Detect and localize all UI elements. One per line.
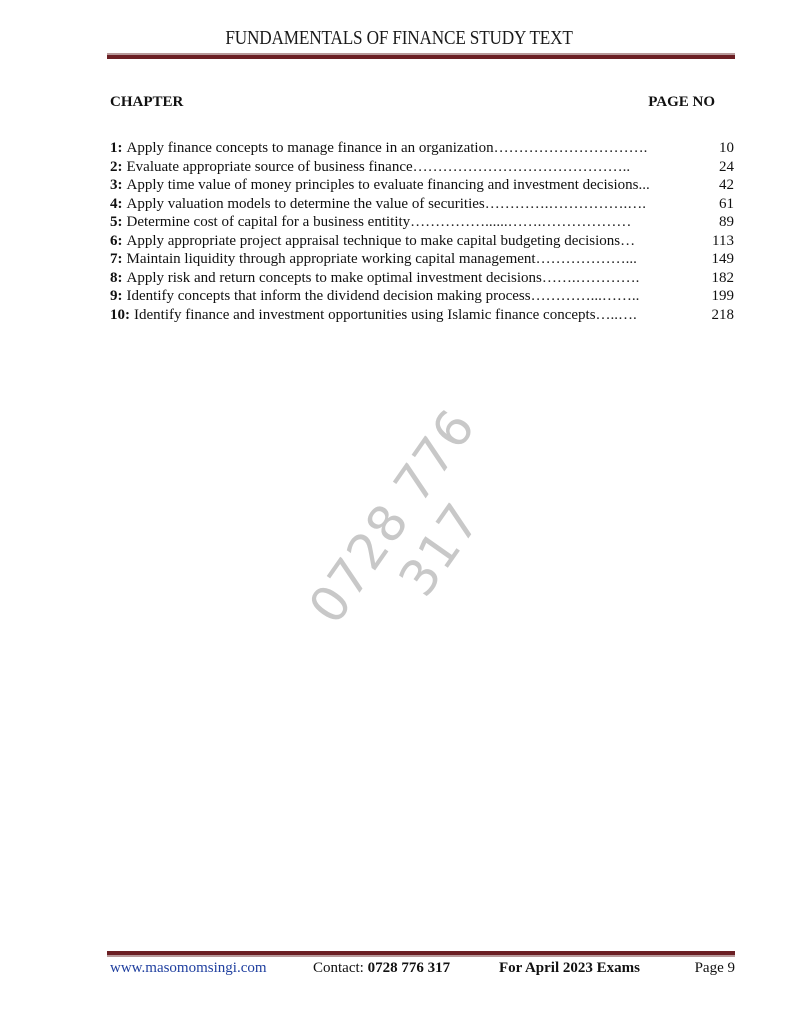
toc-dot-leader: … <box>620 232 636 249</box>
toc-dot-leader: …….…………. <box>541 269 640 286</box>
toc-dot-leader: …………...…….. <box>530 288 640 304</box>
header-divider-dark <box>107 55 735 59</box>
toc-entry-page: 149 <box>711 251 734 267</box>
toc-entry-1 <box>110 139 734 158</box>
toc-dot-leader: ... <box>638 177 650 193</box>
toc-entry-number: 6: <box>110 232 123 249</box>
toc-entry-10 <box>110 306 734 325</box>
footer-divider <box>107 951 735 957</box>
toc-entry-title: Apply appropriate project appraisal technique to make capital budgeting decisions <box>126 232 621 249</box>
toc-entry-6 <box>110 232 734 251</box>
toc-entry-number: 9: <box>110 288 123 304</box>
toc-entry-number: 7: <box>110 251 123 267</box>
contact-label: Contact: <box>313 960 368 976</box>
document-header-title: FUNDAMENTALS OF FINANCE STUDY TEXT <box>225 27 573 49</box>
toc-entry-number: 2: <box>110 158 123 175</box>
toc-entry-title: Apply time value of money principles to evaluate financing and investment decisions <box>126 177 639 193</box>
chapter-column-heading: CHAPTER <box>110 94 184 110</box>
toc-entry-2 <box>110 158 734 177</box>
footer-divider-light <box>107 955 735 957</box>
toc-entry-title: Evaluate appropriate source of business finance <box>126 158 413 175</box>
toc-entry-number: 1: <box>110 140 123 156</box>
toc-entry-number: 3: <box>110 177 123 193</box>
website-link[interactable]: www.masomomsingi.com <box>110 960 267 976</box>
toc-entry-title: Determine cost of capital for a business entitity <box>126 214 411 230</box>
toc-dot-leader: …………………………………….. <box>412 158 631 175</box>
toc-entry-page: 218 <box>711 306 734 323</box>
toc-entry-page: 24 <box>719 158 734 175</box>
page-number: Page 9 <box>694 960 735 976</box>
toc-entry-title: Apply finance concepts to manage finance in an organization <box>126 140 494 156</box>
toc-entry-title: Identify finance and investment opportunities using Islamic finance concepts <box>134 306 596 323</box>
table-of-contents <box>110 139 734 324</box>
toc-entry-title: Maintain liquidity through appropriate working capital management <box>126 251 536 267</box>
contact-info <box>313 960 450 977</box>
toc-dot-leader: …..…. <box>595 306 637 323</box>
toc-entry-4 <box>110 195 734 214</box>
toc-entry-3 <box>110 176 734 195</box>
exam-session-label: For April 2023 Exams <box>499 960 640 976</box>
header-divider <box>107 53 735 59</box>
toc-entry-page: 89 <box>719 214 734 230</box>
toc-entry-page: 10 <box>719 140 734 156</box>
toc-entry-page: 113 <box>712 232 734 249</box>
toc-entry-title: Apply risk and return concepts to make optimal investment decisions <box>126 269 542 286</box>
toc-entry-title: Apply valuation models to determine the value of securities <box>126 195 485 212</box>
page-footer <box>110 960 735 980</box>
toc-dot-leader: …………………………. <box>493 140 648 156</box>
page-no-column-heading: PAGE NO <box>648 94 715 110</box>
toc-entry-number: 5: <box>110 214 123 230</box>
toc-entry-number: 10: <box>110 306 130 323</box>
toc-dot-leader: ……………......…….……………… <box>410 214 632 230</box>
toc-entry-5 <box>110 213 734 232</box>
toc-entry-9 <box>110 287 734 306</box>
toc-entry-number: 8: <box>110 269 123 286</box>
contact-number: 0728 776 317 <box>367 960 451 976</box>
toc-entry-page: 182 <box>711 269 734 286</box>
toc-entry-page: 61 <box>719 195 734 212</box>
toc-dot-leader: ………….…………….…. <box>484 195 646 212</box>
toc-entry-title: Identify concepts that inform the dividend decision making process <box>126 288 531 304</box>
toc-dot-leader: ………………... <box>535 251 637 267</box>
toc-entry-page: 42 <box>719 177 734 193</box>
toc-entry-number: 4: <box>110 195 123 212</box>
toc-entry-8 <box>110 269 734 288</box>
toc-entry-7 <box>110 250 734 269</box>
toc-entry-page: 199 <box>711 288 734 304</box>
phone-number-watermark: 0728 776 317 <box>297 398 492 635</box>
